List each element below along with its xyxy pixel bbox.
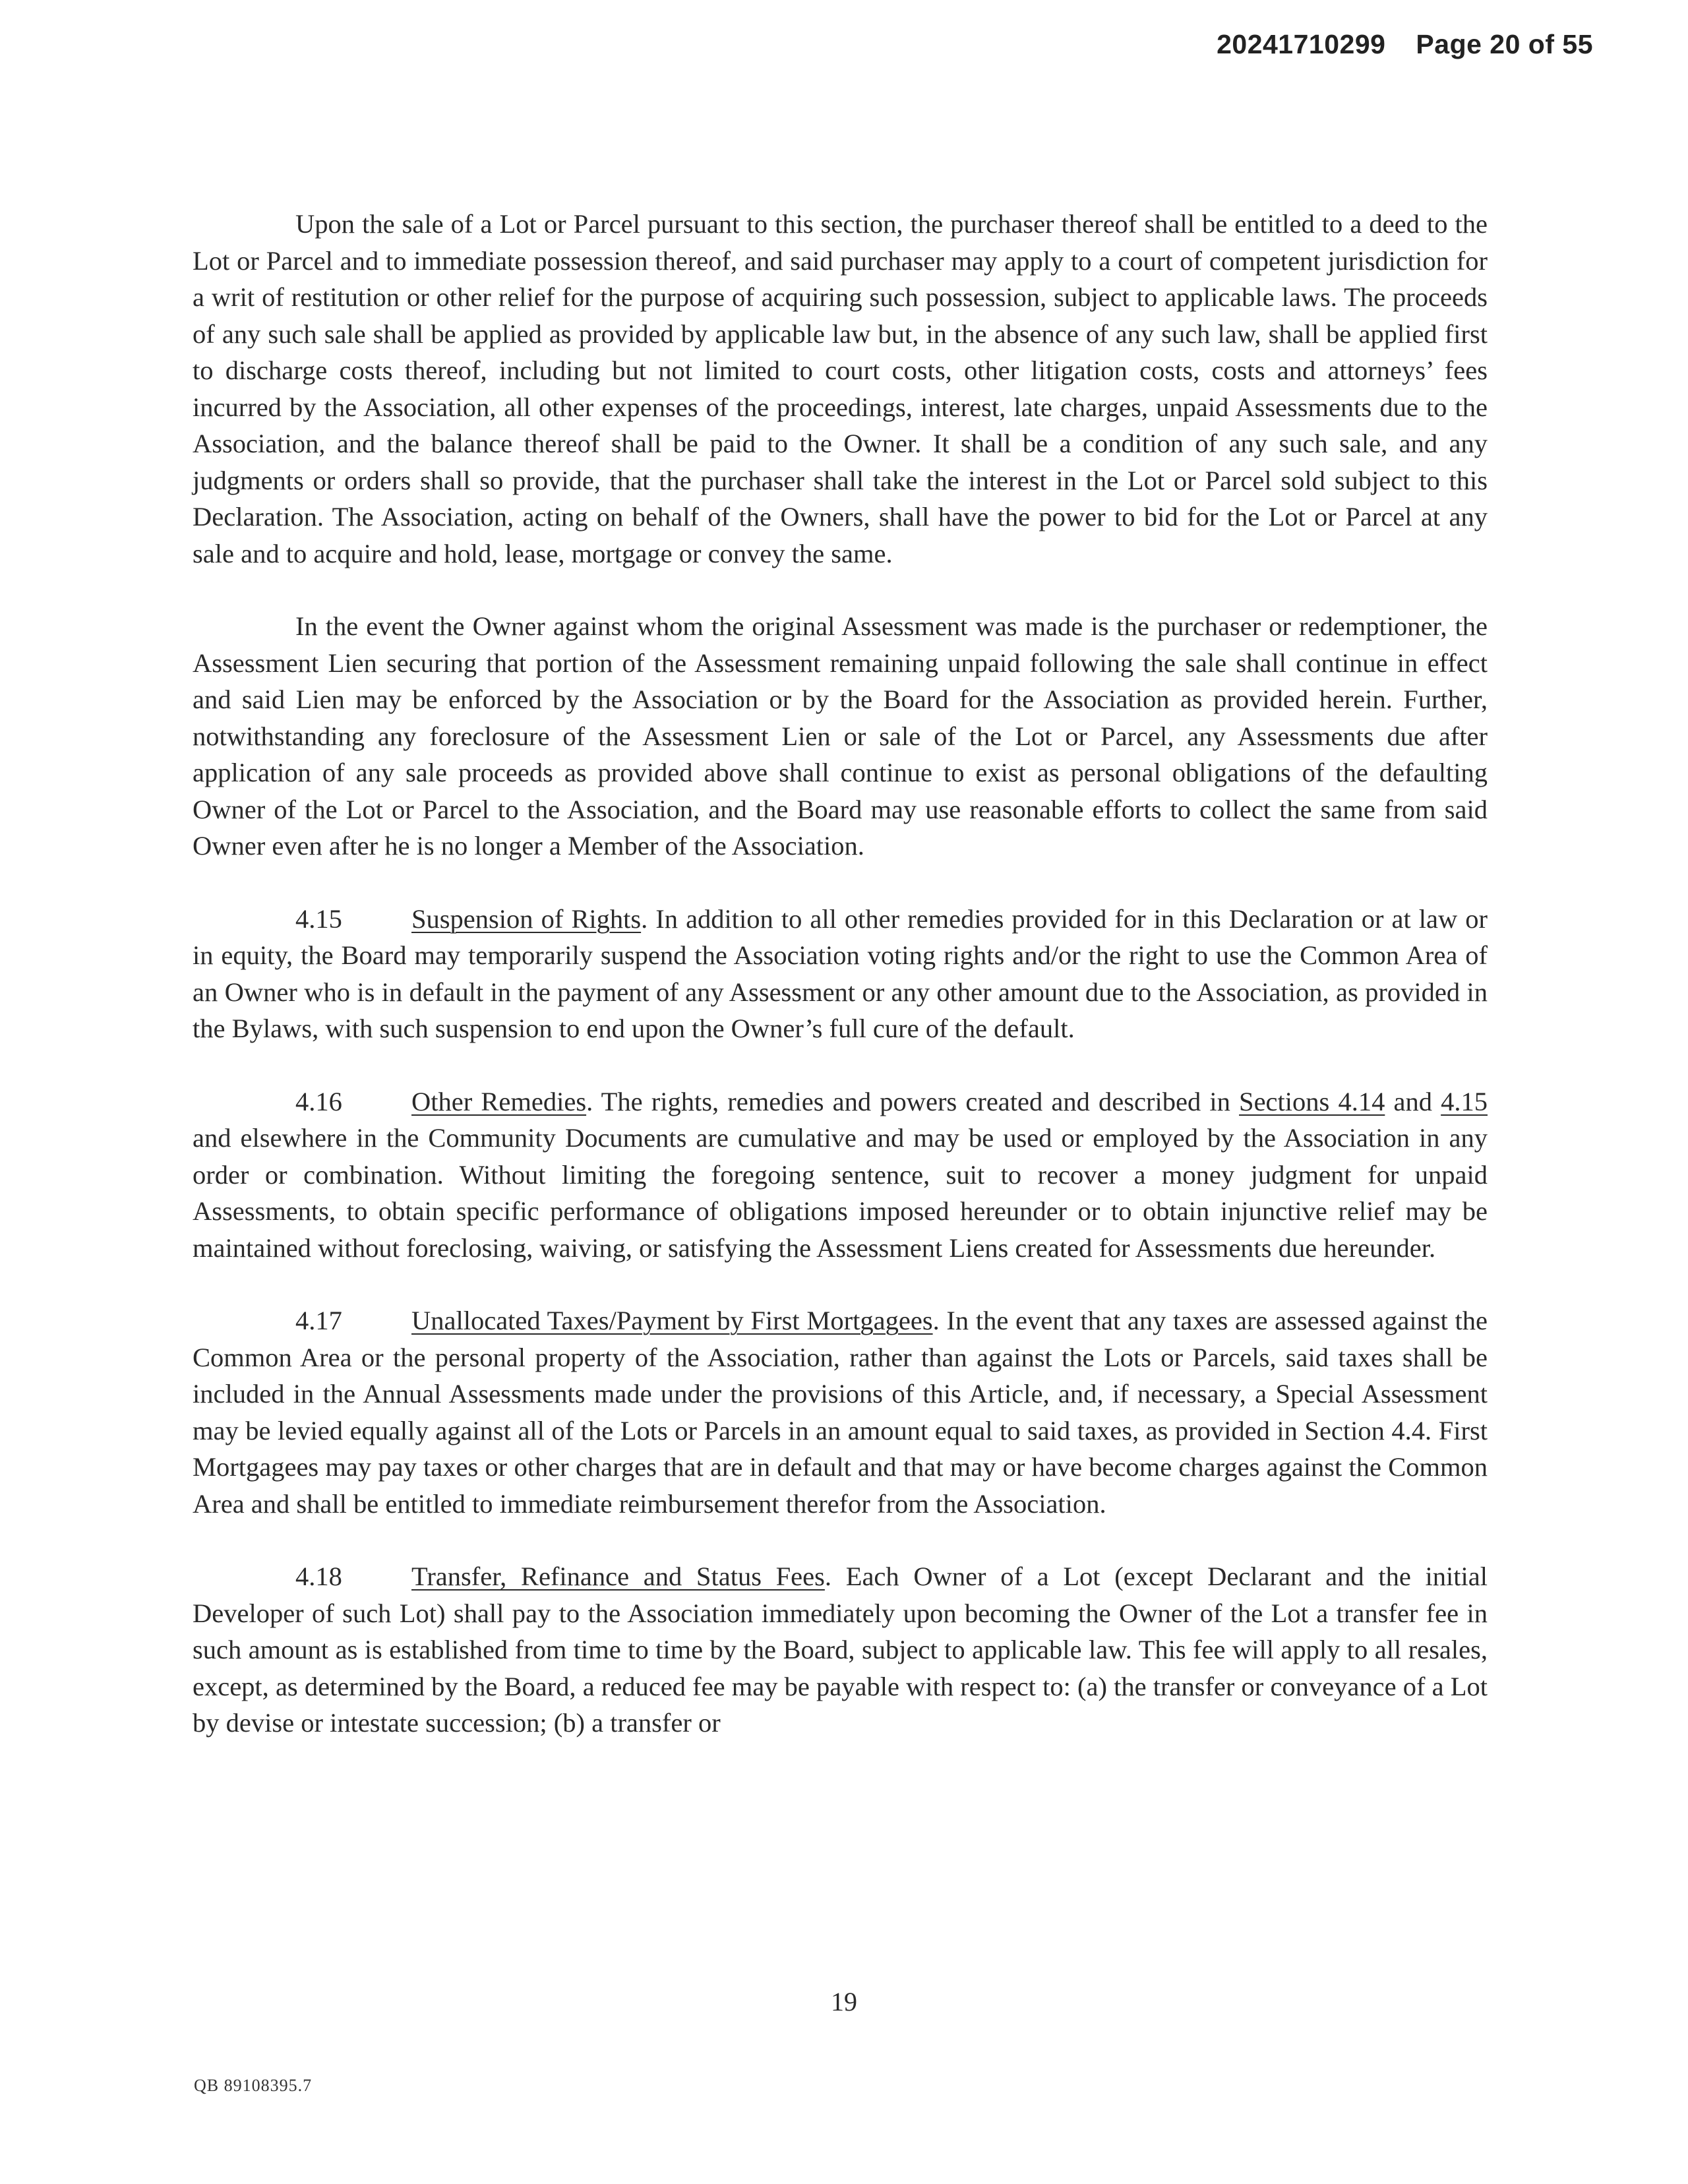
recording-number: 20241710299 [1217,29,1386,59]
section-text: . In the event that any taxes are assessed against the Common Area or the personal property of the Association, rather than against the Lots or Parcels, said taxes shall be included in the Annual Assessments made under the provisions of this Article, and, if necessary, a Special Assessment may be levied equally against all of the Lots or Parcels in an amount equal to said taxes, as provided in Section 4.4. First Mortgagees may pay taxes or other charges that are in default and that may or have become charges against the Common Area and shall be entitled to immediate reimbursement therefor from the Association. [193,1306,1488,1519]
paragraph-redemptioner: In the event the Owner against whom the original Assessment was made is the purchaser or redemptioner, the Assessment Lien securing that portion of the Assessment remaining unpaid following the sale shall continue in effect and said Lien may be enforced by the Association or by the Board for the Association as provided herein. Further, notwithstanding any foreclosure of the Assessment Lien or sale of the Lot or Parcel, any Assessments due after application of any sale proceeds as provided above shall continue to exist as personal obligations of the defaulting Owner of the Lot or Parcel to the Association, and the Board may use reasonable efforts to collect the same from said Owner even after he is no longer a Member of the Association. [193,611,1488,861]
section-number: 4.17 [295,1306,342,1335]
page-header [1217,29,1593,60]
section-number: 4.15 [295,903,342,934]
section-number: 4.16 [295,1086,342,1116]
section-title: Other Remedies [411,1086,587,1116]
section-text: and elsewhere in the Community Documents are cumulative and may be used or employed by the Association in any order or combination. Without limiting the foregoing sentence, suit to recover a money judgment for unpaid Assessments, to obtain specific performance of obligations imposed hereunder or to obtain injunctive relief may be maintained without foreclosing, waiving, or satisfying the Assessment Liens created for Assessments due hereunder. [193,1123,1488,1263]
footer-page-number: 19 [831,1987,857,2017]
section-text: and [1385,1086,1441,1116]
section-number: 4.18 [295,1562,342,1591]
section-title: Suspension of Rights [411,903,642,934]
paragraph-sale-proceeds: Upon the sale of a Lot or Parcel pursuant to this section, the purchaser thereof shall be entitled to a deed to the Lot or Parcel and to immediate possession thereof, and said purchaser may apply to a court of competent jurisdiction for a writ of restitution or other relief for the purpose of acquiring such possession, subject to applicable laws. The proceeds of any such sale shall be applied as provided by applicable law but, in the absence of any such law, shall be applied first to discharge costs thereof, including but not limited to court costs, other litigation costs, costs and attorneys’ fees incurred by the Association, all other expenses of the proceedings, interest, late charges, unpaid Assessments due to the Association, and the balance thereof shall be paid to the Owner. It shall be a condition of any such sale, and any judgments or orders shall so provide, that the purchaser shall take the interest in the Lot or Parcel sold subject to this Declaration. The Association, acting on behalf of the Owners, shall have the power to bid for the Lot or Parcel at any sale and to acquire and hold, lease, mortgage or convey the same. [193,209,1488,568]
section-text: . Each Owner of a Lot (except Declarant and the initial Developer of such Lot) shall pay to the Association immediately upon becoming the Owner of the Lot a transfer fee in such amount as is established from time to time by the Board, subject to applicable law. This fee will apply to all resales, except, as determined by the Board, a reduced fee may be payable with respect to: (a) the transfer or conveyance of a Lot by devise or intestate succession; (b) a transfer or [193,1562,1488,1738]
section-reference: Sections 4.14 [1239,1086,1385,1116]
document-body [193,206,1488,1778]
page-indicator: Page 20 of 55 [1416,29,1593,59]
footer-document-code: QB 89108395.7 [194,2076,313,2095]
section-reference: 4.15 [1441,1086,1488,1116]
section-text: . In addition to all other remedies provided for in this Declaration or at law or in equity, the Board may temporarily suspend the Association voting rights and/or the right to use the Common Area of an Owner who is in default in the payment of any Assessment or any other amount due to the Association, as provided in the Bylaws, with such suspension to end upon the Owner’s full cure of the default. [193,903,1488,1043]
section-4-17 [193,1302,1488,1522]
section-4-18 [193,1558,1488,1742]
section-title: Transfer, Refinance and Status Fees [411,1562,825,1591]
section-text: . The rights, remedies and powers created and described in [586,1086,1240,1116]
section-title: Unallocated Taxes/Payment by First Mortgagees [411,1306,933,1335]
section-4-15 [193,901,1488,1047]
section-4-16 [193,1083,1488,1267]
